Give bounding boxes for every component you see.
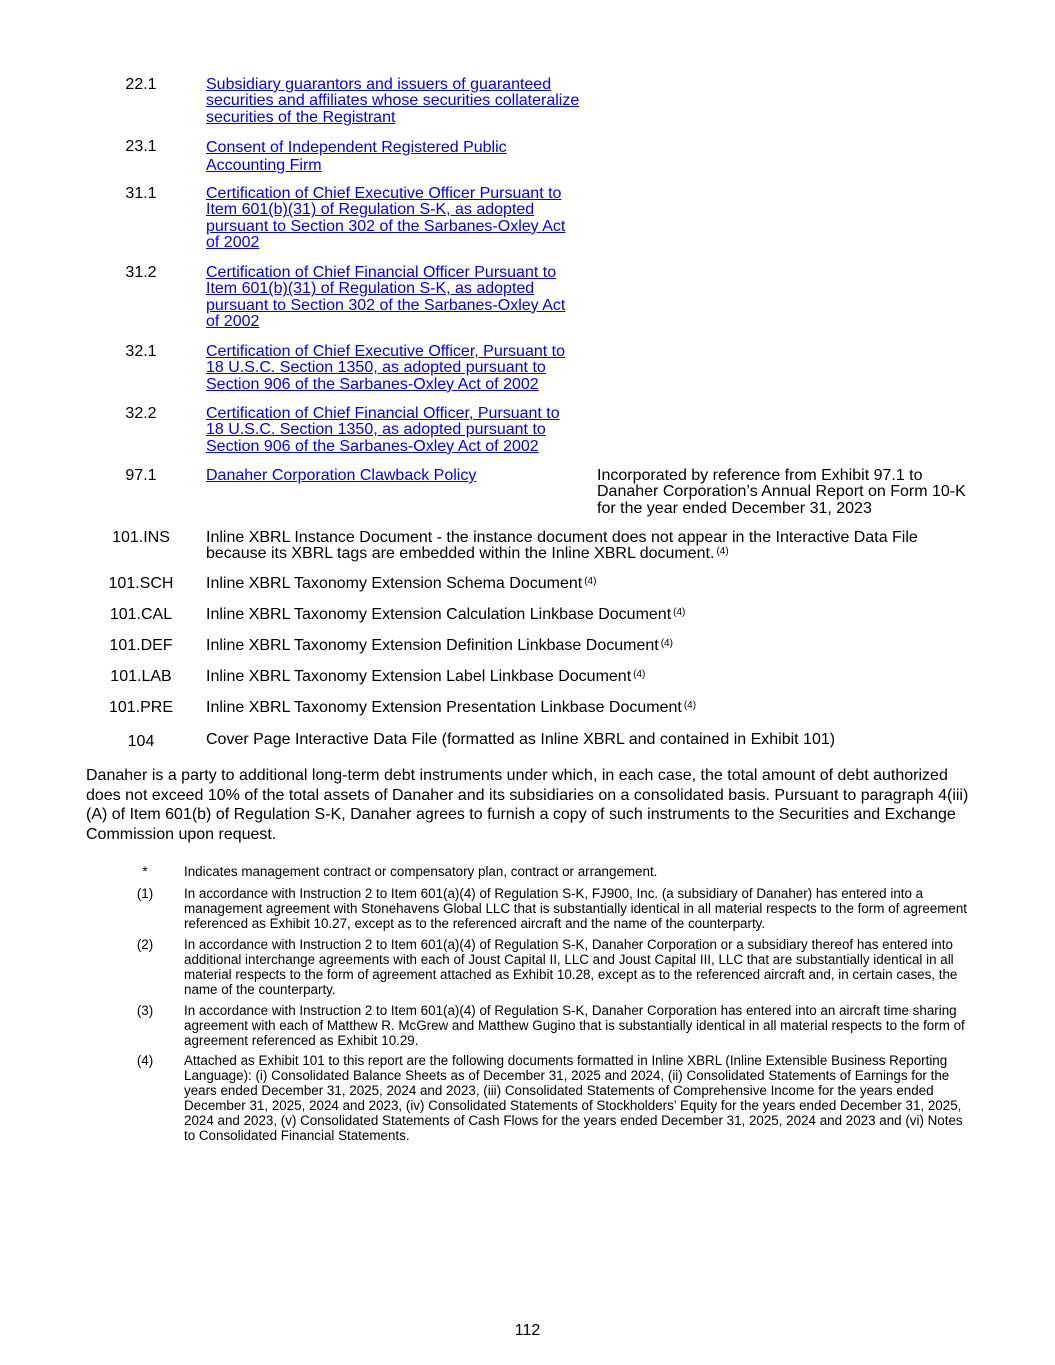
footnote-mark: * [142,864,148,879]
footnote-text: In accordance with Instruction 2 to Item 601(a)(4) of Regulation S-K, FJ900, Inc. (a subsidiary of Danaher) has entered into a management agreement with Stonehavens Global LLC that is substantially identical in all material respects to the form of agreement referenced as Exhibit 10.27, except as to the referenced aircraft and the name of the counterparty. [184,886,968,931]
exhibit-row [0,265,1055,344]
exhibit-description: Inline XBRL Taxonomy Extension Presentation Linkbase Document $^{(4)}$ [206,699,697,716]
exhibit-link[interactable]: Certification of Chief Financial Officer Pursuant to Item 601(b)(31) of Regulation S-K, as adopted pursuant to Section 302 of the Sarbanes-Oxley Act of 2002 [206,264,566,330]
footnote-reference: (4) [633,669,646,680]
exhibit-row [0,344,1055,406]
exhibit-description: Inline XBRL Taxonomy Extension Calculation Linkbase Document $^{(4)}$ [206,606,686,623]
footnote [0,1004,1055,1054]
footnote-list [0,865,1055,1149]
footnote [0,887,1055,938]
footnote-mark: (4) [136,1053,154,1068]
exhibit-row [0,669,1055,700]
footnote [0,938,1055,1004]
footnote-text: Attached as Exhibit 101 to this report are the following documents formatted in Inline XBRL (Inline Extensible Business Reporting Language): (i) Consolidated Balance Sheets as of December 31, 2025 and 2024, (ii) Consolidated Statements of Earnings for the years ended December 31, 2025, 2024 and 2023, (iii) Consolidated Statements of Comprehensive Income for the years ended December 31, 2025, 2024 and 2023, (iv) Consolidated Statements of Stockholders’ Equity for the years ended December 31, 2025, 2024 and 2023, (v) Consolidated Statements of Cash Flows for the years ended December 31, 2025, 2024 and 2023 and (vi) Notes to Consolidated Financial Statements. [184,1053,963,1143]
exhibit-description: Inline XBRL Taxonomy Extension Definition Linkbase Document $^{(4)}$ [206,637,673,654]
exhibit-number: 31.2 [125,264,157,281]
exhibit-link[interactable]: Danaher Corporation Clawback Policy [206,467,477,484]
exhibit-link[interactable]: Certification of Chief Executive Officer, Pursuant to 18 U.S.C. Section 1350, as adopted pursuant to Section 906 of the Sarbanes-Oxley Act of 2002 [206,343,565,393]
exhibit-incorporation-note: Incorporated by reference from Exhibit 97.1 to Danaher Corporation’s Annual Report on Form 10-K for the year ended December 31, 2023 [597,467,966,517]
exhibit-row [0,607,1055,638]
exhibit-number: 101.SCH [108,575,174,592]
exhibit-link[interactable]: Consent of Independent Registered Public Accounting Firm [206,139,507,174]
exhibit-number: 32.1 [125,343,157,360]
footnote-reference: (4) [584,576,597,587]
exhibit-description: Inline XBRL Taxonomy Extension Schema Document $^{(4)}$ [206,575,597,592]
exhibit-number: 31.1 [125,185,157,202]
exhibit-number: 23.1 [125,138,157,155]
exhibit-number: 101.LAB [110,668,172,685]
exhibit-row [0,700,1055,732]
exhibit-number: 101.CAL [109,606,173,623]
exhibit-row [0,406,1055,468]
footnote-reference: (4) [660,638,673,649]
exhibit-number: 22.1 [125,76,157,93]
exhibit-row [0,186,1055,265]
exhibit-link[interactable]: Certification of Chief Executive Officer Pursuant to Item 601(b)(31) of Regulation S-K, as adopted pursuant to Section 302 of the Sarbanes-Oxley Act of 2002 [206,185,566,251]
exhibit-number: 101.PRE [108,699,174,716]
exhibit-row [0,530,1055,576]
exhibit-row [0,732,1055,752]
exhibit-number: 32.2 [125,405,157,422]
footnote-mark: (3) [136,1003,154,1018]
exhibit-row [0,638,1055,669]
debt-instruments-paragraph: Danaher is a party to additional long-term debt instruments under which, in each case, the total amount of debt authorized does not exceed 10% of the total assets of Danaher and its subsidiaries on a consolidated basis. Pursuant to paragraph 4(iii)(A) of Item 601(b) of Regulation S-K, Danaher agrees to furnish a copy of such instruments to the Securities and Exchange Commission upon request. [86,767,969,844]
footnote-mark: (2) [136,937,154,952]
exhibit-row [0,576,1055,607]
footnote [0,865,1055,887]
page-number: 112 [514,1322,541,1339]
exhibit-description: Cover Page Interactive Data File (formatted as Inline XBRL and contained in Exhibit 101) [206,731,836,748]
exhibit-description: Inline XBRL Instance Document - the instance document does not appear in the Interactive Data File because its XBRL tags are embedded within the Inline XBRL document. $^{(4)}$ [206,529,918,563]
footnote-mark: (1) [136,886,154,901]
footnote-text: Indicates management contract or compensatory plan, contract or arrangement. [184,864,658,879]
exhibit-row [0,77,1055,139]
exhibit-link[interactable]: Certification of Chief Financial Officer, Pursuant to 18 U.S.C. Section 1350, as adopted pursuant to Section 906 of the Sarbanes-Oxley Act of 2002 [206,405,560,455]
footnote-reference: (4) [673,607,686,618]
exhibit-row [0,139,1055,186]
exhibit-number: 104 [127,733,155,750]
exhibit-row [0,468,1055,530]
footnote-reference: (4) [716,546,729,558]
exhibit-link[interactable]: Subsidiary guarantors and issuers of guaranteed securities and affiliates whose securities collateralize securities of the Registrant [206,76,580,126]
footnote [0,1054,1055,1149]
exhibit-number: 101.INS [112,529,170,546]
footnote-text: In accordance with Instruction 2 to Item 601(a)(4) of Regulation S-K, Danaher Corporation or a subsidiary thereof has entered into additional interchange agreements with each of Joust Capital II, LLC and Joust Capital III, LLC that are substantially identical in all material respects to the form of agreement attached as Exhibit 10.28, except as to the referenced aircraft and, in certain cases, the name of the counterparty. [184,937,958,997]
exhibit-list [0,77,1055,752]
exhibit-number: 101.DEF [109,637,173,654]
exhibit-number: 97.1 [125,467,157,484]
exhibit-description: Inline XBRL Taxonomy Extension Label Linkbase Document $^{(4)}$ [206,668,646,685]
footnote-reference: (4) [683,700,697,711]
footnote-text: In accordance with Instruction 2 to Item 601(a)(4) of Regulation S-K, Danaher Corporation has entered into an aircraft time sharing agreement with each of Matthew R. McGrew and Matthew Gugino that is substantially identical in all material respects to the form of agreement referenced as Exhibit 10.29. [184,1003,965,1048]
